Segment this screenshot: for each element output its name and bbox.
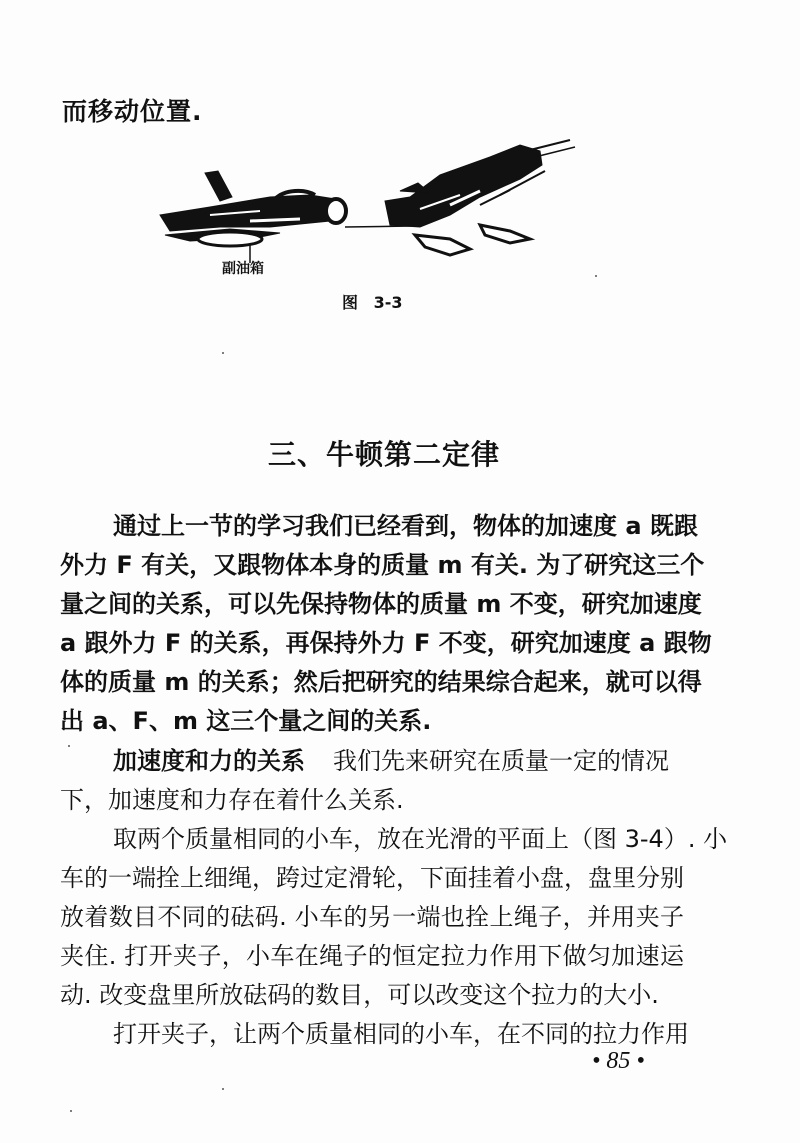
text-line: 体的质量 m 的关系；然后把研究的结果综合起来，就可以得 bbox=[60, 668, 702, 696]
text-line-with-run-in bbox=[113, 743, 684, 779]
text-line: 夹住. 打开夹子，小车在绳子的恒定拉力作用下做匀加速运 bbox=[60, 942, 684, 970]
continued-text-line: 而移动位置. bbox=[62, 97, 203, 126]
run-in-title: 加速度和力的关系 bbox=[113, 747, 305, 775]
page-number: • 85 • bbox=[592, 1048, 645, 1074]
fuel-tank-callout-label: 副油箱 bbox=[222, 261, 264, 277]
scan-speck bbox=[595, 275, 597, 277]
jet-aircraft-icon bbox=[150, 135, 620, 315]
text-line: 通过上一节的学习我们已经看到，物体的加速度 a 既跟 bbox=[113, 512, 698, 540]
figure-3-3-aircraft-illustration bbox=[150, 135, 620, 315]
text-span: 我们先来研究在质量一定的情况 bbox=[333, 747, 669, 775]
text-line: 放着数目不同的砝码. 小车的另一端也拴上绳子，并用夹子 bbox=[60, 903, 684, 931]
figure-caption: 图 3-3 bbox=[342, 293, 403, 312]
section-heading: 三、牛顿第二定律 bbox=[268, 438, 501, 471]
scan-speck bbox=[222, 352, 224, 354]
text-line: 量之间的关系，可以先保持物体的质量 m 不变，研究加速度 bbox=[60, 590, 702, 618]
scan-speck bbox=[68, 745, 70, 747]
text-line: 下，加速度和力存在着什么关系. bbox=[60, 786, 404, 814]
scan-speck bbox=[70, 1110, 72, 1112]
scan-speck bbox=[222, 1088, 224, 1090]
text-line: 取两个质量相同的小车，放在光滑的平面上（图 3-4）. 小 bbox=[113, 825, 728, 853]
text-line: 出 a、F、m 这三个量之间的关系. bbox=[60, 707, 432, 735]
text-line: 打开夹子，让两个质量相同的小车，在不同的拉力作用 bbox=[113, 1020, 689, 1048]
text-line: 动. 改变盘里所放砝码的数目，可以改变这个拉力的大小. bbox=[60, 981, 659, 1009]
text-line: 车的一端拴上细绳，跨过定滑轮，下面挂着小盘，盘里分别 bbox=[60, 864, 684, 892]
text-line: 外力 F 有关，又跟物体本身的质量 m 有关. 为了研究这三个 bbox=[60, 551, 705, 579]
text-line: a 跟外力 F 的关系，再保持外力 F 不变，研究加速度 a 跟物 bbox=[60, 629, 712, 657]
